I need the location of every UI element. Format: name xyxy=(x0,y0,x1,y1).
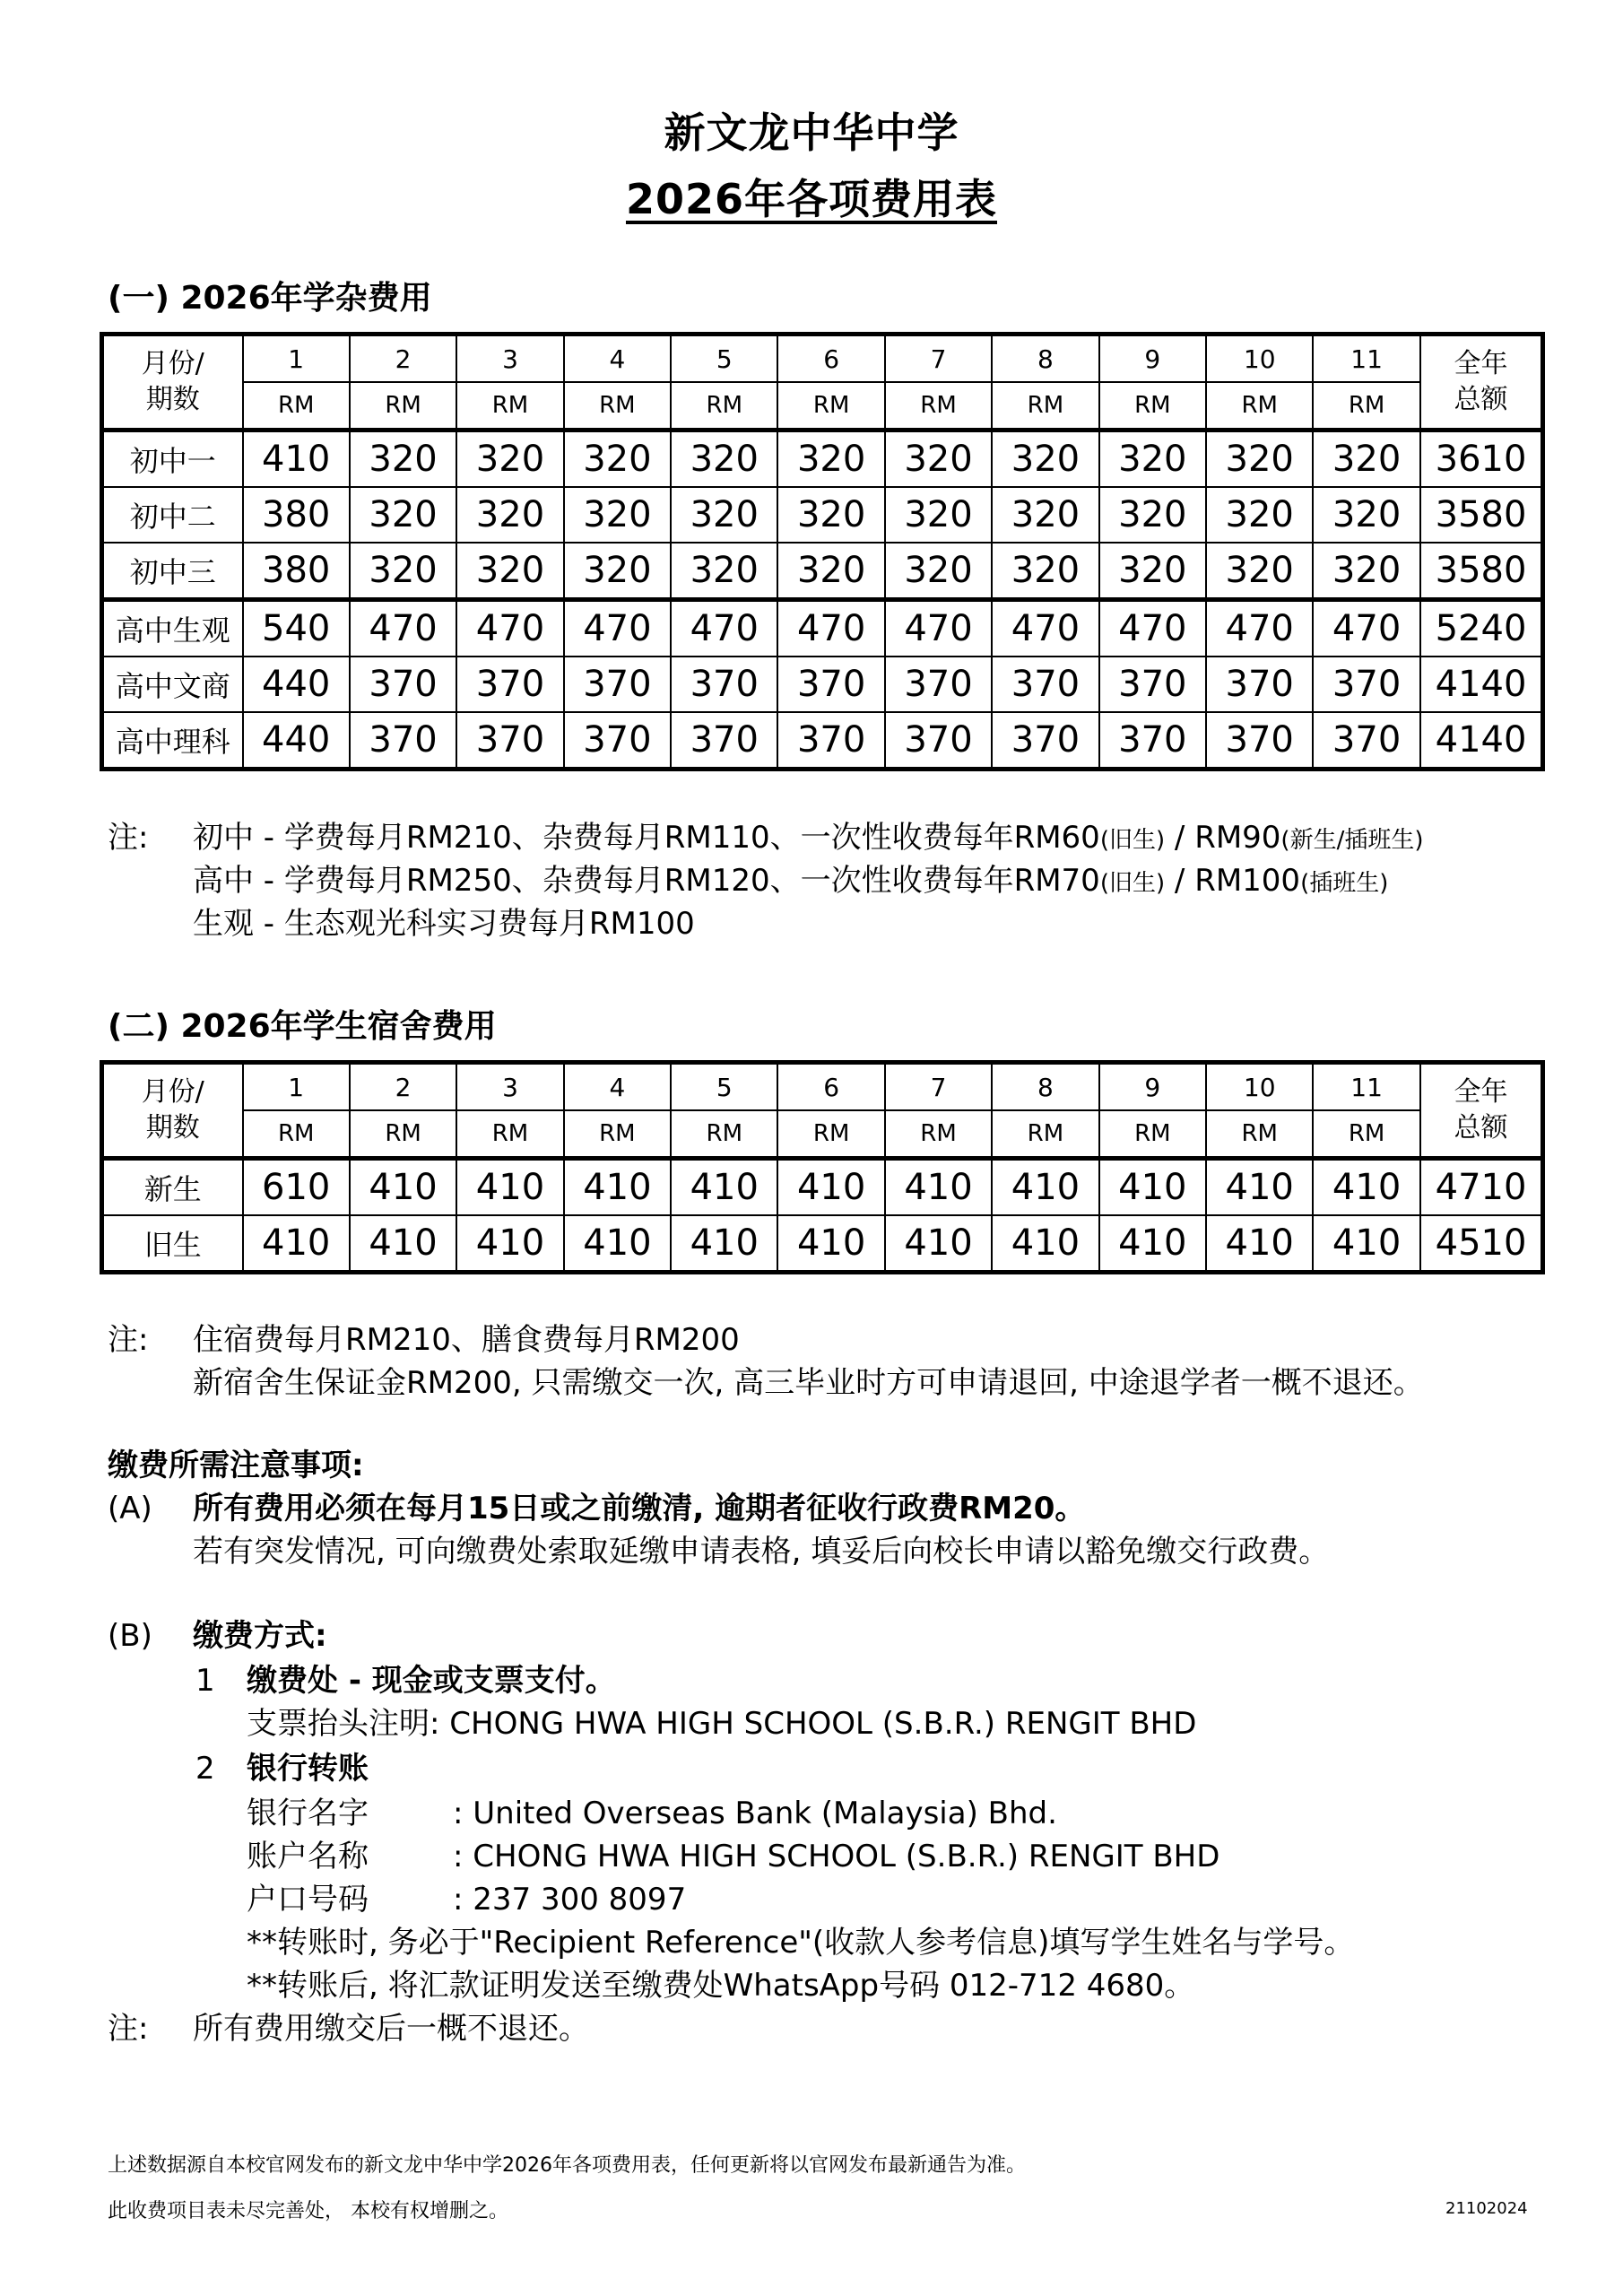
note-senior xyxy=(193,859,1388,905)
fee-cell: 320 xyxy=(1313,543,1419,600)
fee-cell: 320 xyxy=(1313,430,1419,488)
note-small: (旧生) xyxy=(1099,827,1166,854)
total-label-line2: 总额 xyxy=(1454,384,1508,415)
total-cell: 4140 xyxy=(1420,712,1543,770)
corner-label-line1: 月份/ xyxy=(141,1076,204,1108)
fee-cell: 370 xyxy=(1313,657,1419,712)
fee-cell: 320 xyxy=(777,487,884,543)
fee-cell: 470 xyxy=(350,600,456,657)
fee-cell: 320 xyxy=(885,487,992,543)
fee-cell: 410 xyxy=(671,1159,777,1216)
currency-label: RM xyxy=(992,1110,1098,1159)
table-row xyxy=(102,487,1543,543)
school-name: 新文龙中华中学 xyxy=(664,109,959,157)
fee-cell: 410 xyxy=(456,1159,563,1216)
fee-cell: 410 xyxy=(1206,1215,1313,1273)
month-header: 1 xyxy=(243,1063,350,1111)
month-header: 11 xyxy=(1313,1063,1419,1111)
document-title-text: 2026年各项费用表 xyxy=(625,175,998,223)
fee-cell: 320 xyxy=(671,543,777,600)
fee-cell: 320 xyxy=(456,487,563,543)
month-header: 8 xyxy=(992,335,1098,383)
fee-cell: 320 xyxy=(1099,430,1206,488)
table-row xyxy=(102,1159,1543,1216)
fee-cell: 370 xyxy=(777,712,884,770)
fee-cell: 370 xyxy=(992,712,1098,770)
total-cell: 3580 xyxy=(1420,487,1543,543)
fee-cell: 440 xyxy=(243,712,350,770)
row-label: 高中理科 xyxy=(102,712,243,770)
corner-header xyxy=(102,335,243,430)
footer-disclaimer: 此收费项目表未尽完善处， 本校有权增删之。 xyxy=(108,2200,508,2222)
month-header: 9 xyxy=(1099,335,1206,383)
fee-cell: 410 xyxy=(350,1159,456,1216)
method2-title: 银行转账 xyxy=(247,1751,369,1787)
fee-cell: 320 xyxy=(350,430,456,488)
corner-header xyxy=(102,1063,243,1159)
bank-name-value: : United Overseas Bank (Malaysia) Bhd. xyxy=(453,1796,1057,1831)
currency-label: RM xyxy=(350,382,456,430)
note-label: 注: xyxy=(108,1322,149,1358)
month-header: 6 xyxy=(777,335,884,383)
account-name-label: 账户名称 xyxy=(247,1839,369,1874)
payment-methods-heading: 缴费方式: xyxy=(193,1618,327,1654)
fee-cell: 320 xyxy=(456,430,563,488)
fee-cell: 370 xyxy=(1099,712,1206,770)
corner-label-line2: 期数 xyxy=(145,384,200,415)
currency-label: RM xyxy=(671,1110,777,1159)
month-header: 11 xyxy=(1313,335,1419,383)
note-small: (旧生) xyxy=(1099,870,1166,897)
currency-label: RM xyxy=(671,382,777,430)
currency-label: RM xyxy=(564,382,671,430)
fee-cell: 410 xyxy=(243,430,350,488)
payment-heading: 缴费所需注意事项: xyxy=(108,1448,364,1483)
note-eco: 生观 - 生态观光科实习费每月RM100 xyxy=(193,906,695,942)
transfer-remark-whatsapp: **转账后, 将汇款证明发送至缴费处WhatsApp号码 012-712 4680。 xyxy=(247,1968,1195,2004)
footer-source-note: 上述数据源自本校官网发布的新文龙中华中学2026年各项费用表，任何更新将以官网发布最新通告为准。 xyxy=(108,2154,1026,2177)
fee-cell: 370 xyxy=(885,657,992,712)
month-header: 5 xyxy=(671,1063,777,1111)
fee-cell: 320 xyxy=(885,543,992,600)
total-cell: 3580 xyxy=(1420,543,1543,600)
currency-label: RM xyxy=(1313,1110,1419,1159)
month-header: 2 xyxy=(350,335,456,383)
fee-cell: 320 xyxy=(564,543,671,600)
table-row xyxy=(102,1215,1543,1273)
note-deposit: 新宿舍生保证金RM200, 只需缴交一次, 高三毕业时方可申请退回, 中途退学者一概不退还。 xyxy=(193,1365,1424,1401)
month-header: 1 xyxy=(243,335,350,383)
fee-cell: 470 xyxy=(992,600,1098,657)
note-junior xyxy=(193,816,1423,862)
fee-cell: 320 xyxy=(350,487,456,543)
corner-label-line2: 期数 xyxy=(145,1112,200,1144)
row-label: 高中生观 xyxy=(102,600,243,657)
method2-number: 2 xyxy=(195,1751,215,1787)
fee-cell: 540 xyxy=(243,600,350,657)
row-label: 初中三 xyxy=(102,543,243,600)
note-text: / RM100 xyxy=(1165,863,1301,899)
table-row xyxy=(102,430,1543,488)
fee-cell: 370 xyxy=(671,712,777,770)
currency-label: RM xyxy=(456,1110,563,1159)
currency-label: RM xyxy=(885,382,992,430)
currency-label: RM xyxy=(992,382,1098,430)
fee-cell: 410 xyxy=(564,1215,671,1273)
fee-cell: 370 xyxy=(564,712,671,770)
fee-cell: 410 xyxy=(1099,1159,1206,1216)
account-number-value: : 237 300 8097 xyxy=(453,1882,687,1918)
table-row xyxy=(102,657,1543,712)
row-label: 新生 xyxy=(102,1159,243,1216)
table-header-row xyxy=(102,1063,1543,1111)
month-header: 10 xyxy=(1206,1063,1313,1111)
note-small: (新生/插班生) xyxy=(1280,827,1424,854)
fee-cell: 370 xyxy=(456,657,563,712)
fee-cell: 470 xyxy=(564,600,671,657)
cheque-payee: 支票抬头注明: CHONG HWA HIGH SCHOOL (S.B.R.) RENGIT BHD xyxy=(247,1706,1197,1742)
total-cell: 5240 xyxy=(1420,600,1543,657)
fee-cell: 470 xyxy=(671,600,777,657)
month-header: 4 xyxy=(564,1063,671,1111)
row-label: 高中文商 xyxy=(102,657,243,712)
currency-label: RM xyxy=(1099,1110,1206,1159)
total-header xyxy=(1420,335,1543,430)
fee-cell: 370 xyxy=(777,657,884,712)
fee-cell: 410 xyxy=(564,1159,671,1216)
fee-cell: 370 xyxy=(350,657,456,712)
fee-cell: 410 xyxy=(885,1215,992,1273)
deferral-note: 若有突发情况, 可向缴费处索取延缴申请表格, 填妥后向校长申请以豁免缴交行政费。 xyxy=(193,1534,1330,1570)
currency-label: RM xyxy=(1313,382,1419,430)
fee-cell: 320 xyxy=(1206,543,1313,600)
row-label: 初中一 xyxy=(102,430,243,488)
account-name-value: : CHONG HWA HIGH SCHOOL (S.B.R.) RENGIT BHD xyxy=(453,1839,1220,1874)
month-header: 6 xyxy=(777,1063,884,1111)
currency-label: RM xyxy=(885,1110,992,1159)
row-label: 初中二 xyxy=(102,487,243,543)
total-label-line1: 全年 xyxy=(1454,1076,1508,1108)
section1-heading: (一) 2026年学杂费用 xyxy=(108,280,432,317)
tuition-fee-table xyxy=(100,332,1545,771)
note-label: 注: xyxy=(108,820,149,856)
month-header: 7 xyxy=(885,335,992,383)
fee-cell: 320 xyxy=(1313,487,1419,543)
transfer-remark-reference: **转账时, 务必于"Recipient Reference"(收款人参考信息)填写学生姓名与学号。 xyxy=(247,1925,1355,1961)
currency-label: RM xyxy=(243,382,350,430)
total-cell: 4710 xyxy=(1420,1159,1543,1216)
month-header: 8 xyxy=(992,1063,1098,1111)
final-note: 所有费用缴交后一概不退还。 xyxy=(193,2011,589,2047)
fee-cell: 370 xyxy=(1313,712,1419,770)
fee-cell: 410 xyxy=(777,1215,884,1273)
month-header: 9 xyxy=(1099,1063,1206,1111)
fee-cell: 470 xyxy=(777,600,884,657)
fee-cell: 380 xyxy=(243,487,350,543)
currency-label: RM xyxy=(1206,382,1313,430)
fee-cell: 370 xyxy=(1099,657,1206,712)
fee-cell: 320 xyxy=(350,543,456,600)
note-hostel-fees: 住宿费每月RM210、膳食费每月RM200 xyxy=(193,1322,740,1358)
fee-cell: 410 xyxy=(777,1159,884,1216)
fee-cell: 610 xyxy=(243,1159,350,1216)
method1-number: 1 xyxy=(195,1663,215,1699)
fee-cell: 370 xyxy=(885,712,992,770)
fee-cell: 410 xyxy=(992,1159,1098,1216)
fee-cell: 370 xyxy=(1206,657,1313,712)
total-label-line1: 全年 xyxy=(1454,348,1508,379)
currency-label: RM xyxy=(456,382,563,430)
currency-label: RM xyxy=(777,382,884,430)
total-label-line2: 总额 xyxy=(1454,1112,1508,1144)
fee-cell: 370 xyxy=(1206,712,1313,770)
month-header: 2 xyxy=(350,1063,456,1111)
fee-cell: 410 xyxy=(992,1215,1098,1273)
month-header: 3 xyxy=(456,1063,563,1111)
fee-cell: 320 xyxy=(564,430,671,488)
fee-cell: 320 xyxy=(671,487,777,543)
fee-cell: 410 xyxy=(671,1215,777,1273)
note-small: (插班生) xyxy=(1300,870,1389,897)
fee-cell: 410 xyxy=(1313,1215,1419,1273)
corner-label-line1: 月份/ xyxy=(141,348,204,379)
fee-cell: 370 xyxy=(671,657,777,712)
bank-name-label: 银行名字 xyxy=(247,1796,369,1831)
fee-cell: 410 xyxy=(1099,1215,1206,1273)
total-cell: 3610 xyxy=(1420,430,1543,488)
currency-label: RM xyxy=(350,1110,456,1159)
note-text: / RM90 xyxy=(1165,820,1281,856)
method1-title: 缴费处 - 现金或支票支付。 xyxy=(247,1663,616,1699)
total-cell: 4140 xyxy=(1420,657,1543,712)
fee-cell: 320 xyxy=(885,430,992,488)
currency-label: RM xyxy=(564,1110,671,1159)
fee-cell: 410 xyxy=(243,1215,350,1273)
fee-cell: 320 xyxy=(777,543,884,600)
fee-cell: 410 xyxy=(1206,1159,1313,1216)
fee-cell: 410 xyxy=(1313,1159,1419,1216)
fee-cell: 320 xyxy=(671,430,777,488)
item-a-label: (A) xyxy=(108,1491,152,1526)
fee-cell: 320 xyxy=(992,543,1098,600)
month-header: 5 xyxy=(671,335,777,383)
fee-cell: 440 xyxy=(243,657,350,712)
deadline-rule: 所有费用必须在每月15日或之前缴清, 逾期者征收行政费RM20。 xyxy=(193,1491,1086,1526)
fee-cell: 370 xyxy=(350,712,456,770)
fee-cell: 410 xyxy=(456,1215,563,1273)
document-title xyxy=(0,167,1623,226)
fee-cell: 470 xyxy=(1313,600,1419,657)
item-b-label: (B) xyxy=(108,1618,152,1654)
currency-label: RM xyxy=(1206,1110,1313,1159)
total-header xyxy=(1420,1063,1543,1159)
fee-cell: 470 xyxy=(885,600,992,657)
fee-cell: 370 xyxy=(564,657,671,712)
currency-label: RM xyxy=(243,1110,350,1159)
fee-cell: 320 xyxy=(992,487,1098,543)
table-header-row xyxy=(102,335,1543,383)
note-text: 高中 - 学费每月RM250、杂费每月RM120、一次性收费每年RM70 xyxy=(193,863,1100,899)
month-header: 4 xyxy=(564,335,671,383)
fee-cell: 410 xyxy=(350,1215,456,1273)
currency-row xyxy=(102,1110,1543,1159)
fee-cell: 320 xyxy=(1206,430,1313,488)
currency-label: RM xyxy=(777,1110,884,1159)
fee-cell: 470 xyxy=(1099,600,1206,657)
fee-cell: 470 xyxy=(1206,600,1313,657)
hostel-fee-table xyxy=(100,1060,1545,1274)
fee-cell: 410 xyxy=(885,1159,992,1216)
fee-cell: 320 xyxy=(564,487,671,543)
fee-cell: 370 xyxy=(456,712,563,770)
final-note-label: 注: xyxy=(108,2011,149,2047)
month-header: 10 xyxy=(1206,335,1313,383)
fee-cell: 320 xyxy=(777,430,884,488)
fee-cell: 320 xyxy=(1099,543,1206,600)
fee-cell: 320 xyxy=(992,430,1098,488)
month-header: 3 xyxy=(456,335,563,383)
fee-cell: 470 xyxy=(456,600,563,657)
section2-heading: (二) 2026年学生宿舍费用 xyxy=(108,1008,497,1045)
fee-cell: 320 xyxy=(1206,487,1313,543)
row-label: 旧生 xyxy=(102,1215,243,1273)
fee-cell: 370 xyxy=(992,657,1098,712)
table-row xyxy=(102,600,1543,657)
footer-doc-code: 21102024 xyxy=(1445,2199,1528,2218)
currency-row xyxy=(102,382,1543,430)
note-text: 初中 - 学费每月RM210、杂费每月RM110、一次性收费每年RM60 xyxy=(193,820,1100,856)
fee-cell: 380 xyxy=(243,543,350,600)
account-number-label: 户口号码 xyxy=(247,1882,369,1918)
month-header: 7 xyxy=(885,1063,992,1111)
table-row xyxy=(102,543,1543,600)
table-row xyxy=(102,712,1543,770)
fee-cell: 320 xyxy=(1099,487,1206,543)
total-cell: 4510 xyxy=(1420,1215,1543,1273)
fee-cell: 320 xyxy=(456,543,563,600)
currency-label: RM xyxy=(1099,382,1206,430)
